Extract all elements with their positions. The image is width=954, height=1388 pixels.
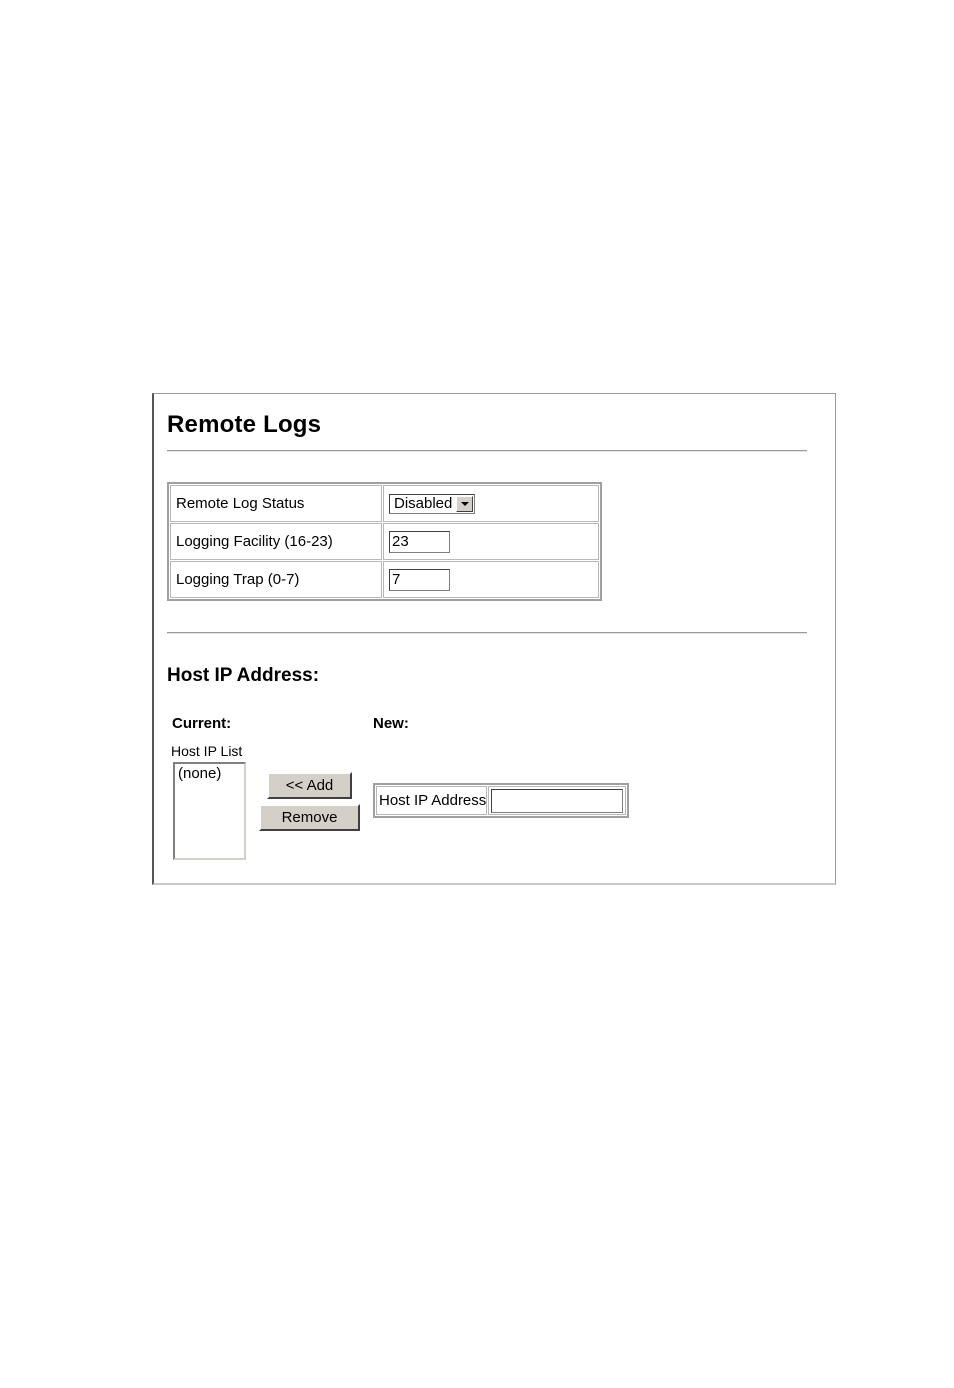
section-divider [167, 632, 807, 634]
chevron-down-icon[interactable] [456, 496, 473, 512]
remove-button[interactable]: Remove [259, 804, 360, 831]
host-ip-section-title: Host IP Address: [167, 665, 320, 686]
table-row [170, 485, 599, 522]
logging-facility-input[interactable] [389, 531, 450, 553]
remote-log-status-value: Disabled [394, 495, 453, 512]
title-divider [167, 450, 807, 452]
new-host-ip-cell [488, 786, 626, 815]
settings-table [167, 482, 602, 601]
remote-log-status-label: Remote Log Status [170, 485, 382, 522]
host-ip-list-label: Host IP List [171, 743, 243, 759]
list-item[interactable]: (none) [178, 765, 222, 782]
new-host-ip-label: Host IP Address [376, 786, 487, 815]
table-row [170, 561, 599, 598]
current-heading: Current: [172, 715, 232, 732]
new-host-ip-input[interactable] [491, 789, 623, 813]
new-host-ip-box [373, 783, 629, 818]
remote-log-status-cell [383, 485, 599, 522]
logging-trap-label: Logging Trap (0-7) [170, 561, 382, 598]
table-row [170, 523, 599, 560]
remote-logs-panel [152, 393, 836, 885]
page-title: Remote Logs [167, 411, 322, 438]
host-ip-listbox[interactable] [173, 762, 246, 860]
logging-facility-cell [383, 523, 599, 560]
logging-trap-cell [383, 561, 599, 598]
logging-facility-label: Logging Facility (16-23) [170, 523, 382, 560]
new-heading: New: [373, 715, 409, 732]
logging-trap-input[interactable] [389, 569, 450, 591]
remote-log-status-select[interactable] [389, 494, 475, 514]
add-button[interactable]: << Add [267, 772, 352, 799]
